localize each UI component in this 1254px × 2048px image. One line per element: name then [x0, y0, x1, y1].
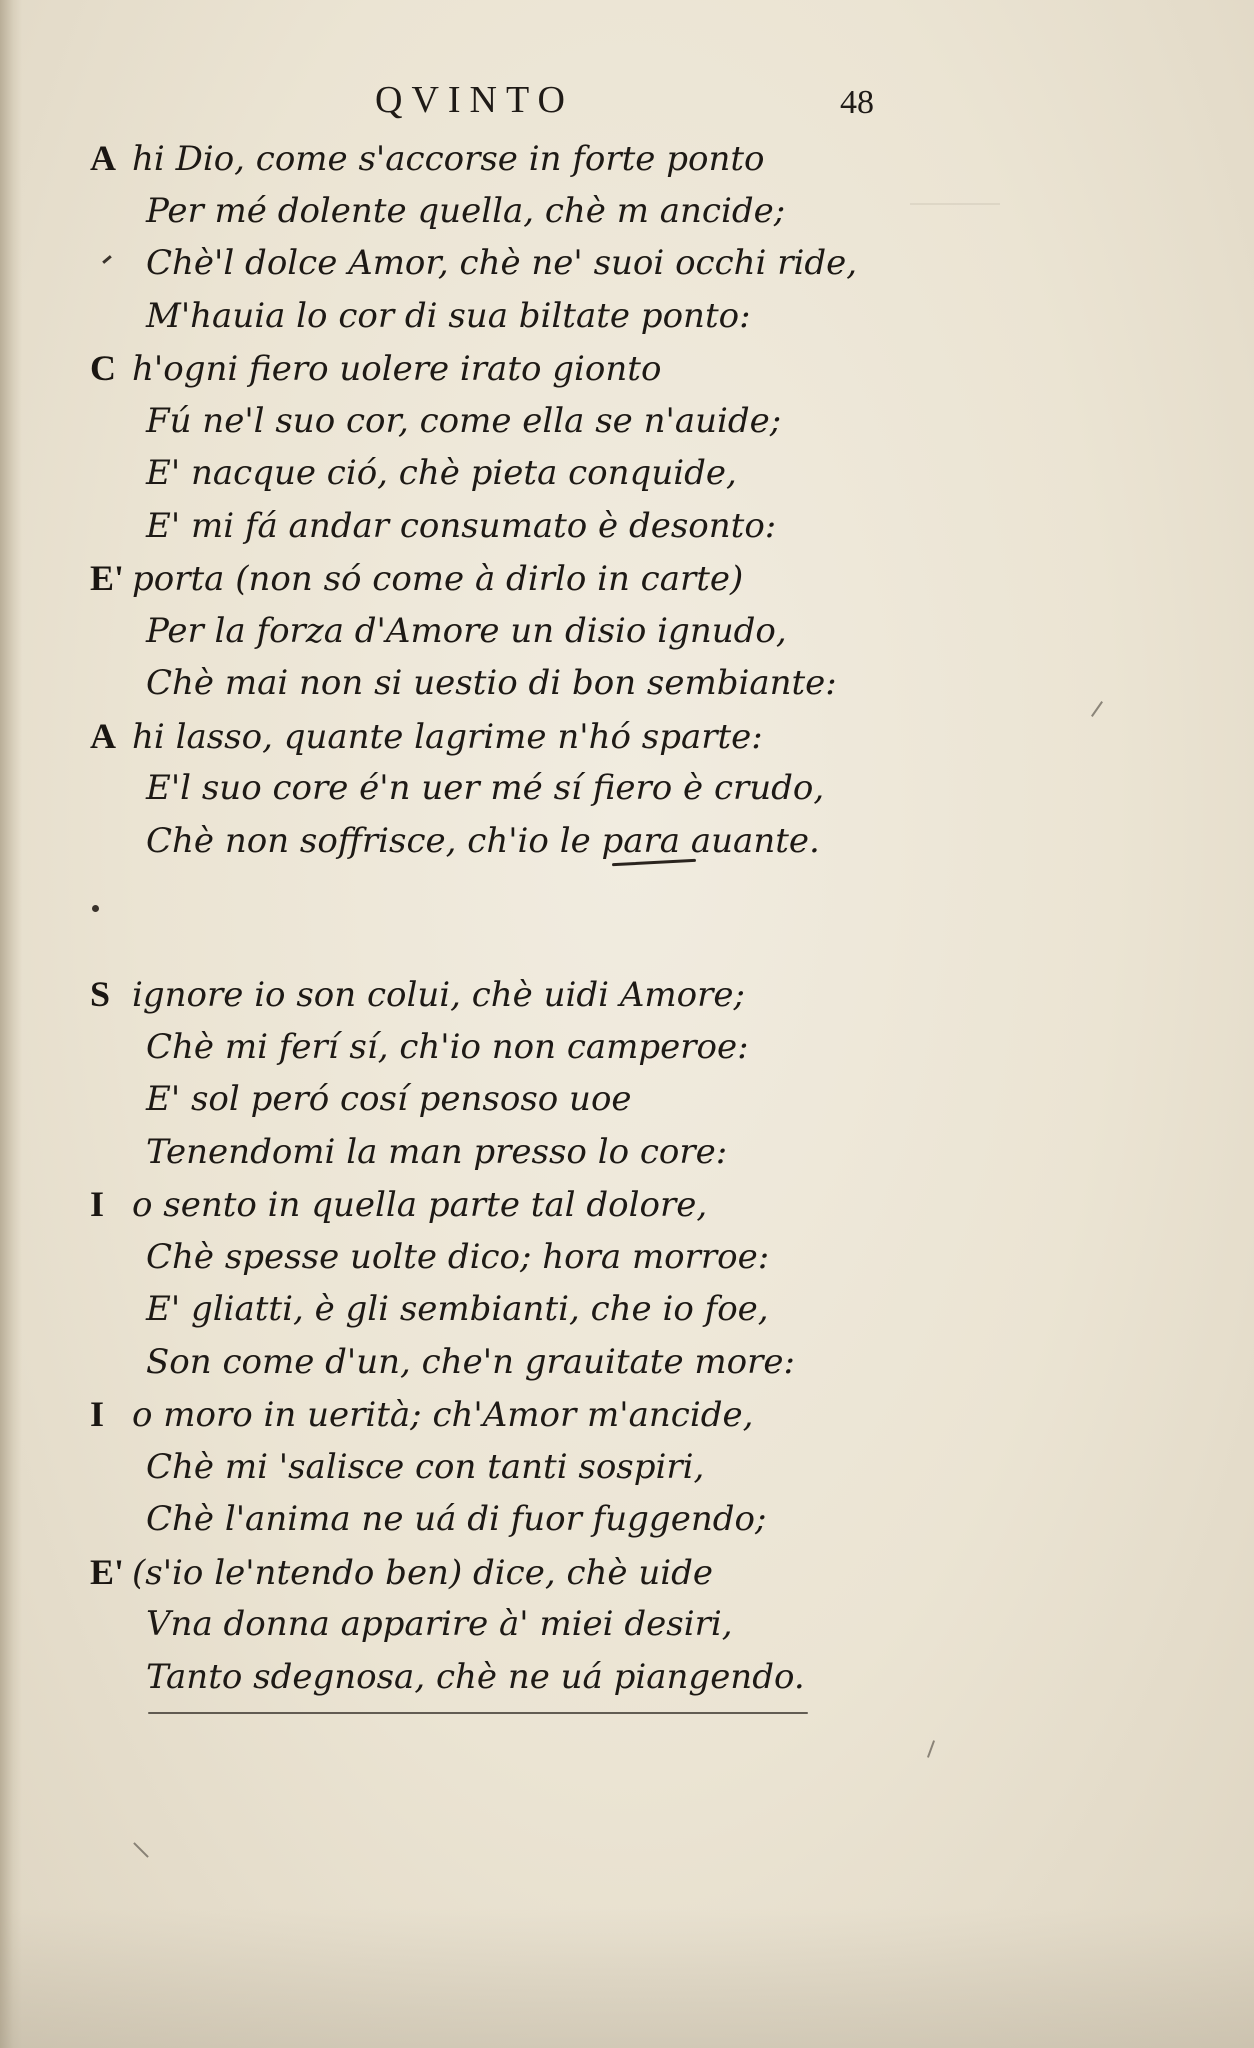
verse-text: M'hauia lo cor di sua biltate ponto:: [146, 295, 751, 336]
paper-scratch: [927, 1740, 935, 1758]
verse-text: E' gliatti, è gli sembianti, che io foe,: [146, 1289, 769, 1329]
verse-text: o moro in uerità; ch'Amor m'ancide,: [132, 1395, 754, 1435]
verse-text: Chè'l dolce Amor, chè ne' suoi occhi ride,: [146, 243, 858, 283]
verse-text: Fú ne'l suo cor, come ella se n'auide;: [146, 400, 782, 441]
verse-line: [90, 185, 880, 238]
verse-line: [90, 395, 880, 448]
verse-text: Chè l'anima ne uá di fuor fuggendo;: [146, 1499, 767, 1539]
verse-text: E' sol peró cosí pensoso uoe: [146, 1079, 632, 1119]
running-title: QVINTO: [375, 79, 574, 121]
verse-line: [90, 447, 880, 500]
verse-line: [90, 968, 880, 1021]
page-number: 48: [840, 84, 874, 121]
drop-capital: A: [90, 138, 116, 178]
verso-show-through: [900, 150, 1000, 850]
verse-text: h'ogni fiero uolere irato gionto: [132, 349, 662, 389]
verse-text: E' mi fá andar consumato è desonto:: [146, 505, 777, 546]
verse-line: [90, 657, 880, 710]
verse-line: [90, 605, 880, 658]
page-shadow: [0, 1908, 1254, 2048]
verse-line: [90, 1283, 880, 1336]
verse-line: [90, 1073, 880, 1126]
verse-text: o sento in quella parte tal dolore,: [132, 1185, 708, 1225]
verse-line: [90, 290, 880, 343]
verse-line: [90, 1336, 880, 1389]
verse-line: [90, 1651, 880, 1704]
verse-line: [90, 762, 880, 815]
verse-line: [90, 1546, 880, 1599]
verse-line: [90, 237, 880, 290]
page-gutter-edge: [0, 0, 22, 2048]
verse-text: (s'io le'ntendo ben) dice, chè uide: [132, 1552, 713, 1593]
verse-text: Tenendomi la man presso lo core:: [146, 1131, 728, 1172]
verse-line: [90, 342, 880, 395]
verse-text: Chè mi ferí sí, ch'io non camperoe:: [146, 1026, 749, 1067]
drop-capital: S: [90, 974, 111, 1014]
verse-line: [90, 710, 880, 763]
verse-text: Vna donna apparire à' miei desiri,: [146, 1604, 733, 1644]
verse-line: [90, 1126, 880, 1179]
verse-line: [90, 552, 880, 605]
drop-capital: E': [90, 558, 125, 598]
sonnet-1: [90, 132, 880, 867]
handwritten-underline: [148, 1712, 808, 1714]
ink-dot: [92, 905, 99, 912]
verse-text: Chè spesse uolte dico; hora morroe:: [146, 1236, 770, 1277]
drop-capital: I: [90, 1394, 105, 1434]
verse-line: [90, 1441, 880, 1494]
verse-text: hi lasso, quante lagrime n'hó sparte:: [132, 716, 763, 757]
drop-capital: A: [90, 715, 116, 756]
verse-text: E'l suo core é'n uer mé sí fiero è crudo,: [146, 768, 825, 808]
verse-line: [90, 132, 880, 185]
running-header: [375, 78, 925, 128]
verse-text: Per la forza d'Amore un disio ignudo,: [146, 610, 787, 651]
verse-text: ignore io son colui, chè uidi Amore;: [132, 975, 745, 1015]
verse-line: [90, 1388, 880, 1441]
verse-text: Tanto sdegnosa, chè ne uá piangendo.: [146, 1656, 805, 1697]
verse-line: [90, 1598, 880, 1651]
verse-text: Chè mi 'salisce con tanti sospiri,: [146, 1446, 705, 1487]
verse-line: [90, 1231, 880, 1284]
verse-line: [90, 1021, 880, 1074]
verse-text: Son come d'un, che'n grauitate more:: [146, 1341, 795, 1382]
sonnet-2: [90, 968, 880, 1703]
verse-text: Chè mai non si uestio di bon sembiante:: [146, 663, 837, 703]
verse-line: [90, 1493, 880, 1546]
verse-text: Per mé dolente quella, chè m ancide;: [146, 190, 786, 231]
verse-text: Chè non soffrisce, ch'io le para auante.: [146, 820, 820, 861]
paper-scratch: [133, 1842, 149, 1858]
verse-text: E' nacque ció, chè pieta conquide,: [146, 453, 737, 493]
verse-line: [90, 1178, 880, 1231]
drop-capital: E': [90, 1551, 125, 1592]
verse-line: [90, 500, 880, 553]
paper-scratch: [1091, 701, 1103, 717]
verse-line: [90, 815, 880, 868]
drop-capital: I: [90, 1184, 105, 1224]
verse-text: hi Dio, come s'accorse in forte ponto: [132, 139, 765, 179]
drop-capital: C: [90, 348, 116, 388]
verse-text: porta (non só come à dirlo in carte): [132, 559, 744, 599]
